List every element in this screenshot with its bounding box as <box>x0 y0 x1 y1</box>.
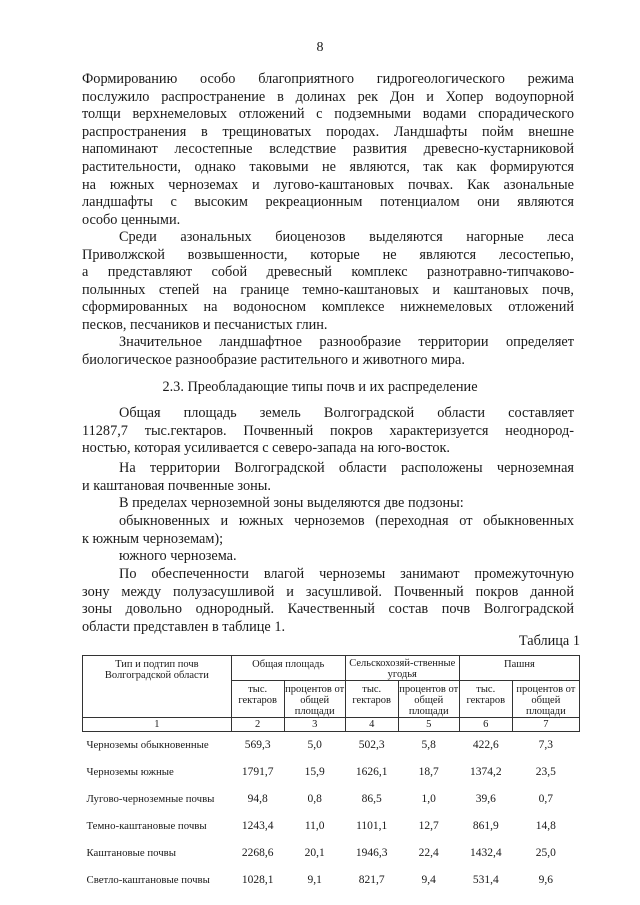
value-cell: 22,4 <box>418 847 439 859</box>
column-number: 1 <box>83 718 232 732</box>
value-cell: 1101,1 <box>356 820 388 832</box>
text-line: песков, песчаников и песчанистых глин. <box>82 316 328 333</box>
text-line: биологическое разнообразие растительного и животного мира. <box>82 351 465 368</box>
text-line: Приволжской возвышенности, которые не являются лесостепью, <box>82 246 574 263</box>
value-cell: 0,8 <box>307 793 322 805</box>
text-line: Среди азональных биоценозов выделяются нагорные леса <box>119 229 574 245</box>
text-line: сформированных на водоносном комплексе нижнемеловых отложений <box>82 299 574 316</box>
section-heading: 2.3. Преобладающие типы почв и их распределение <box>162 379 478 395</box>
value-cell: 422,6 <box>472 739 499 751</box>
text-line: По обеспеченности влагой черноземы занимают промежуточную <box>119 566 574 582</box>
table-caption: Таблица 1 <box>518 633 580 649</box>
value-cell: 12,7 <box>418 820 439 832</box>
subheader-percent: процентов от общей площади <box>512 681 579 718</box>
value-cell: 1432,4 <box>469 847 502 859</box>
paragraph-subzone-1 <box>82 513 574 548</box>
paragraph-moisture <box>82 566 574 636</box>
text-line: 11287,7 тыс.гектаров. Почвенный покров характеризуется неоднород- <box>82 422 574 439</box>
text-line: зону между полузасушливой и засушливой. Почвенный покров данной <box>82 583 574 600</box>
soil-type-cell: Светло-каштановые почвы <box>86 874 210 886</box>
value-cell: 1374,2 <box>469 766 502 778</box>
text-line: напоминают лесостепные вследствие развития древесно-кустарниковой <box>82 141 574 158</box>
text-line: особо ценными. <box>82 211 181 228</box>
value-cell: 20,1 <box>304 847 325 859</box>
text-line: южного чернозема. <box>119 548 237 564</box>
page-number: 8 <box>316 40 324 55</box>
text-line: толщи верхнемеловых отложений с подземными водами спорадического <box>82 106 574 123</box>
column-number: 3 <box>284 718 345 732</box>
value-cell: 7,3 <box>538 739 554 751</box>
paragraph-soil-zones <box>82 460 574 495</box>
table-row <box>83 732 580 760</box>
table-row <box>83 813 580 840</box>
text-line: и каштановая почвенные зоны. <box>82 477 271 494</box>
column-number: 7 <box>512 718 579 732</box>
header-agricultural-land: Сельскохозяй-ственные угодья <box>345 656 459 681</box>
text-line: Значительное ландшафтное разнообразие территории определяет <box>119 334 574 350</box>
subheader-percent: процентов от общей площади <box>284 681 345 718</box>
value-cell: 23,5 <box>535 766 556 778</box>
soil-type-cell: Темно-каштановые почвы <box>86 820 207 832</box>
text-line: В пределах черноземной зоны выделяются две подзоны: <box>119 495 464 511</box>
text-line: Формированию особо благоприятного гидрогеологического режима <box>82 71 574 87</box>
text-line: послужило распространение в долинах рек Дон и Хопер водоупорной <box>82 88 574 105</box>
value-cell: 18,7 <box>418 766 439 778</box>
value-cell: 94,8 <box>247 793 268 805</box>
soil-type-cell: Каштановые почвы <box>86 847 177 859</box>
value-cell: 5,0 <box>307 739 322 751</box>
value-cell: 5,8 <box>421 739 436 751</box>
header-arable-land: Пашня <box>459 656 579 681</box>
value-cell: 2268,6 <box>241 847 274 859</box>
column-number: 5 <box>398 718 459 732</box>
text-line: области представлен в таблице 1. <box>82 618 286 635</box>
value-cell: 821,7 <box>358 874 385 886</box>
text-line: растительности, однако таковыми не являются, так как формируются <box>82 158 574 175</box>
subheader-thousand-ha: тыс. гектаров <box>231 681 284 718</box>
paragraph-hydrogeology <box>82 71 574 229</box>
value-cell: 11,0 <box>304 820 325 832</box>
value-cell: 25,0 <box>535 847 556 859</box>
value-cell: 1,0 <box>421 793 436 805</box>
table-row <box>83 786 580 813</box>
text-line: ландшафты с высоким рекреационным потенциалом они являются <box>82 194 574 211</box>
paragraph-subzones-intro <box>82 495 574 513</box>
subheader-percent: процентов от общей площади <box>398 681 459 718</box>
value-cell: 861,9 <box>472 820 499 832</box>
text-line: распространения в трещиноватых породах. Ландшафты пойм внешне <box>82 123 574 140</box>
header-soil-type: Тип и подтип почв Волгоградской области <box>83 656 232 718</box>
table-row <box>83 840 580 867</box>
table-row <box>83 867 580 894</box>
value-cell: 531,4 <box>472 874 499 886</box>
soil-type-cell: Лугово-черноземные почвы <box>86 793 215 805</box>
text-line: полынных степей на границе темно-каштановых и каштановых почв, <box>82 281 574 298</box>
value-cell: 1243,4 <box>241 820 274 832</box>
value-cell: 9,4 <box>421 874 436 886</box>
soil-type-cell: Черноземы обыкновенные <box>86 739 209 751</box>
value-cell: 9,6 <box>538 874 554 886</box>
value-cell: 1028,1 <box>241 874 274 886</box>
value-cell: 1946,3 <box>355 847 388 859</box>
text-line: зоны довольно однородный. Качественный состав почв Волгоградской <box>82 601 574 618</box>
column-number: 6 <box>459 718 512 732</box>
text-line: ностью, которая усиливается с северо-запада на юго-восток. <box>82 440 450 457</box>
soil-types-table <box>82 655 580 894</box>
paragraph-total-area <box>82 405 574 458</box>
text-line: на южных черноземах и лугово-каштановых почвах. Как азональные <box>82 176 574 193</box>
value-cell: 1791,7 <box>241 766 274 778</box>
text-line: На территории Волгоградской области расположены черноземная <box>119 460 574 476</box>
value-cell: 569,3 <box>244 739 271 751</box>
table-row <box>83 759 580 786</box>
value-cell: 0,7 <box>538 793 554 805</box>
column-number: 2 <box>231 718 284 732</box>
text-line: Общая площадь земель Волгоградской области составляет <box>119 405 574 421</box>
soil-type-cell: Черноземы южные <box>86 766 174 778</box>
value-cell: 86,5 <box>361 793 382 805</box>
value-cell: 15,9 <box>304 766 325 778</box>
paragraph-azonal-biocenoses <box>82 229 574 335</box>
subheader-thousand-ha: тыс. гектаров <box>345 681 398 718</box>
text-line: обыкновенных и южных черноземов (переходная от обыкновенных <box>119 513 574 529</box>
value-cell: 1626,1 <box>355 766 388 778</box>
value-cell: 9,1 <box>307 874 322 886</box>
subheader-thousand-ha: тыс. гектаров <box>459 681 512 718</box>
value-cell: 14,8 <box>535 820 556 832</box>
value-cell: 502,3 <box>358 739 385 751</box>
text-line: а представляют собой древесный комплекс разнотравно-типчаково- <box>82 264 574 281</box>
header-total-area: Общая площадь <box>231 656 345 681</box>
paragraph-subzone-2 <box>82 548 574 566</box>
paragraph-landscape-diversity <box>82 334 574 369</box>
text-line: к южным черноземам); <box>82 530 224 547</box>
column-number: 4 <box>345 718 398 732</box>
value-cell: 39,6 <box>475 793 496 805</box>
